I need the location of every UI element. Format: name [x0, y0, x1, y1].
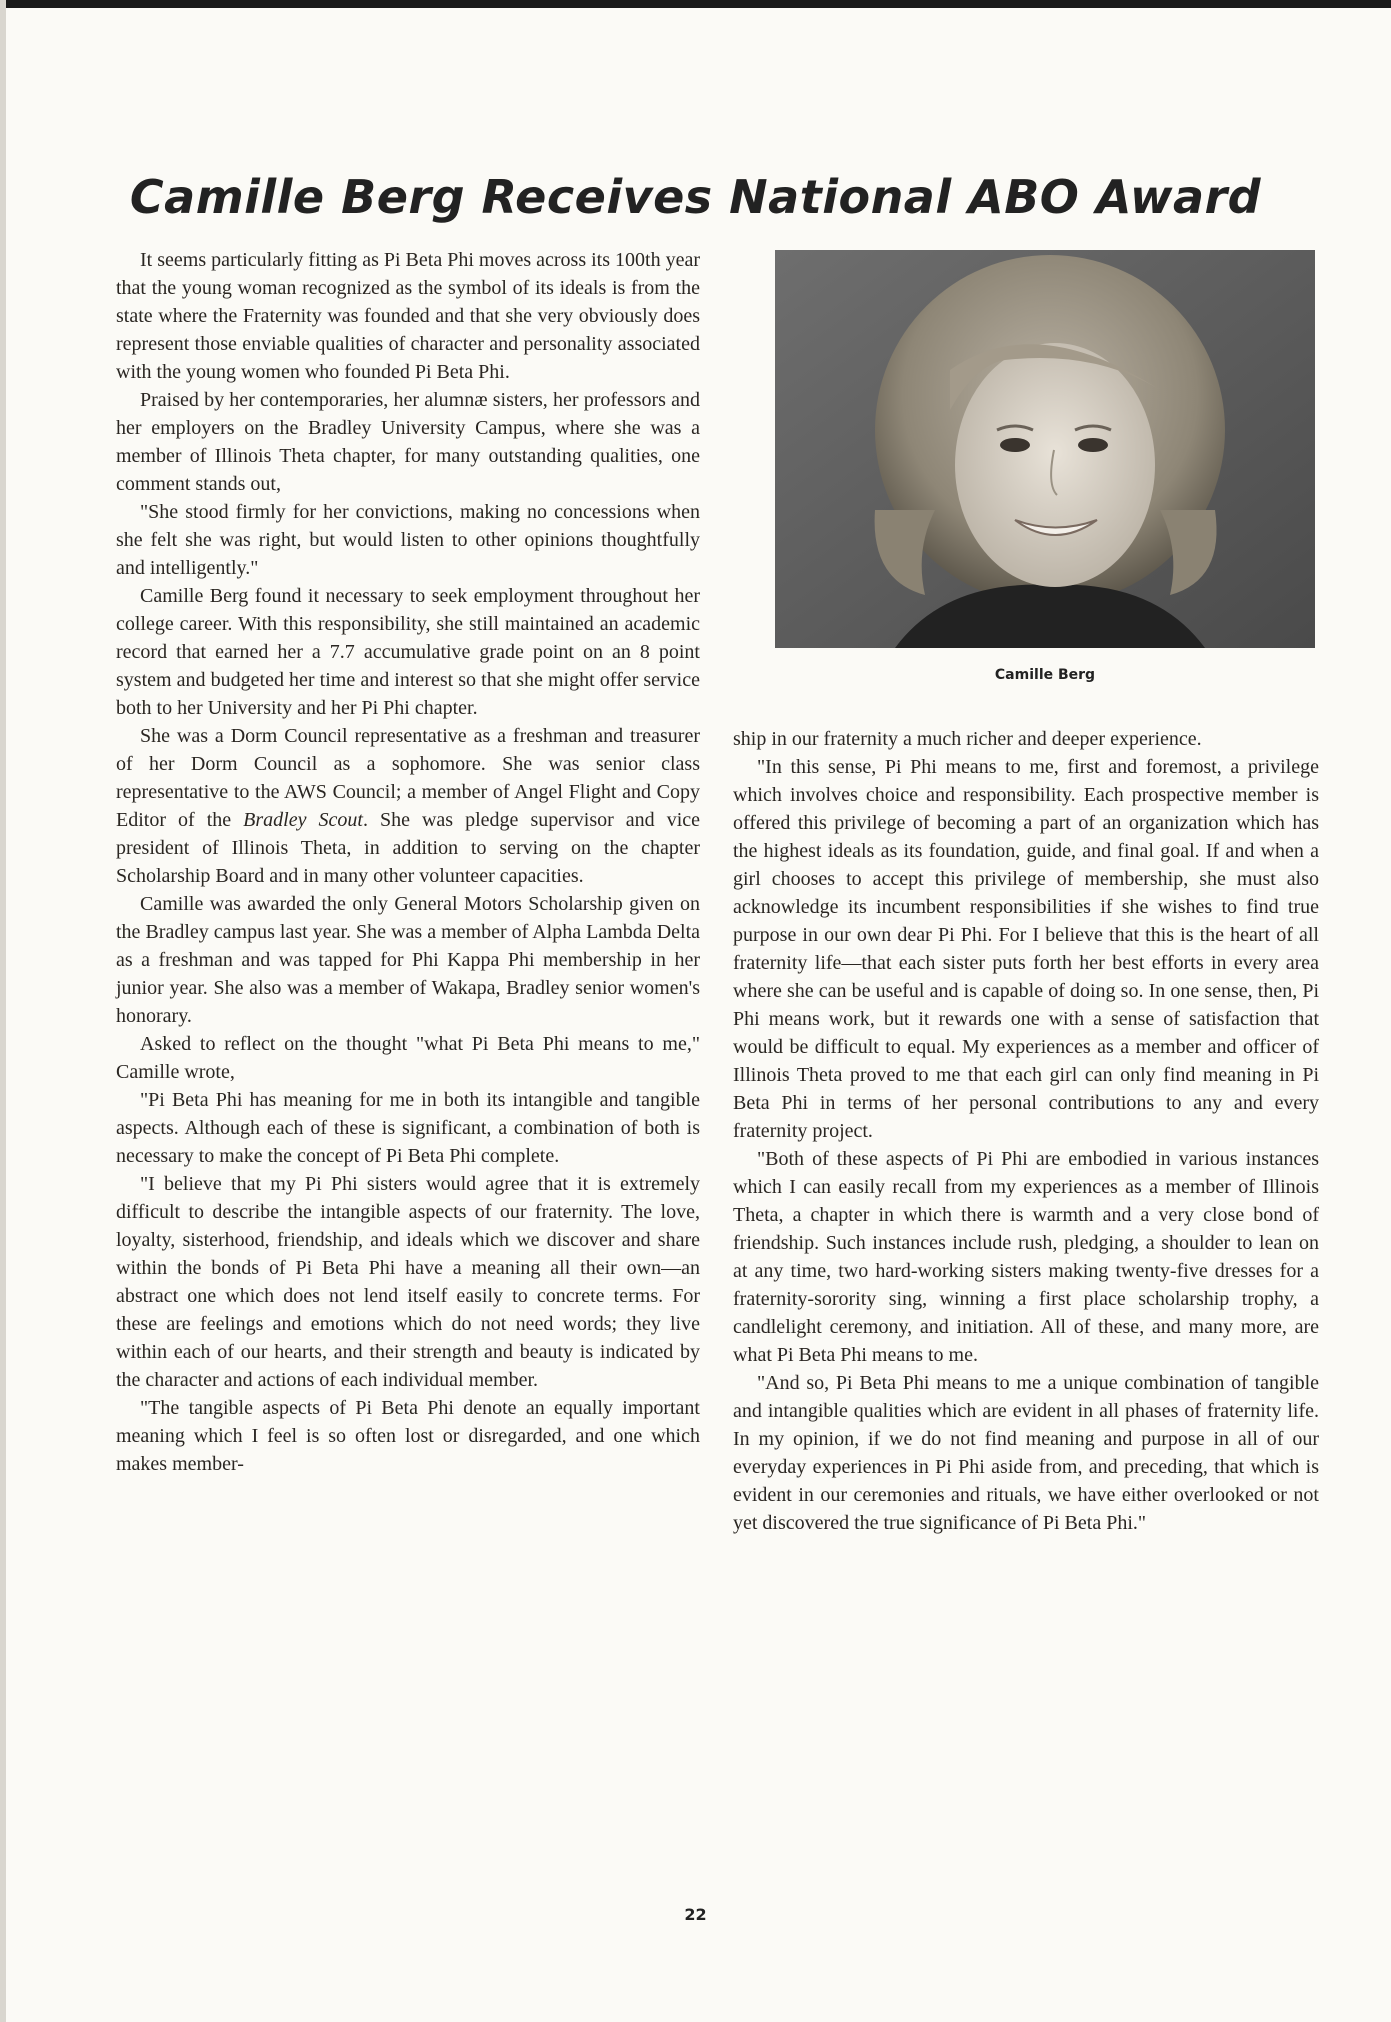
text-run: She was a Dorm Council representative as a freshman and treasurer of her Dorm Council as a sophomore. She was senior class representative to the AWS Council; a member of Angel Flight and Copy Editor of the — [116, 725, 700, 831]
quote-paragraph: "Pi Beta Phi has meaning for me in both its intangible and tangible aspects. Although each of these is significant, a combination of both is necessary to make the concept of Pi Beta Phi complete. — [116, 1089, 700, 1167]
quote-paragraph: "I believe that my Pi Phi sisters would agree that it is extremely difficult to describe the intangible aspects of our fraternity. The love, loyalty, sisterhood, friendship, and ideals which we discover and share within the bonds of Pi Beta Phi have a meaning all their own—an abstract one which does not lend itself easily to concrete terms. For these are feelings and emotions which do not need words; they live within each of our hearts, and their strength and beauty is indicated by the character and actions of each individual member. — [116, 1173, 700, 1391]
quote-paragraph: "The tangible aspects of Pi Beta Phi denote an equally important meaning which I feel is so often lost or disregarded, and one which makes member- — [116, 1397, 700, 1475]
quote-paragraph: "She stood firmly for her convictions, making no concessions when she felt she was right, but would listen to other opinions thoughtfully and intelligently." — [116, 501, 700, 579]
paragraph: Camille was awarded the only General Motors Scholarship given on the Bradley campus last year. She was a member of Alpha Lambda Delta as a freshman and was tapped for Phi Kappa Phi membership in her junior year. She also was a member of Wakapa, Bradley senior women's honorary. — [116, 893, 700, 1027]
photo-caption: Camille Berg — [994, 667, 1096, 683]
page-number: 22 — [684, 1905, 707, 1924]
quote-paragraph: "In this sense, Pi Phi means to me, first and foremost, a privilege which involves choice and responsibility. Each prospective member is offered this privilege of becoming a part of an organization which has the highest ideals as its foundation, guide, and final goal. If and when a girl chooses to accept this privilege of membership, she must also acknowledge its incumbent responsibilities if she wishes to find true purpose in our own dear Pi Phi. For I believe that this is the heart of all fraternity life—that each sister puts forth her best efforts in every area where she can be useful and is capable of doing so. In one sense, then, Pi Phi means work, but it rewards one with a sense of satisfaction that would be difficult to equal. My experiences as a member and officer of Illinois Theta proved to me that each girl can only find meaning in Pi Beta Phi in terms of her personal contributions to any and every fraternity project. — [733, 756, 1319, 1142]
publication-name: Bradley Scout — [243, 809, 363, 831]
paragraph: Camille Berg found it necessary to seek employment throughout her college career. With this responsibility, she still maintained an academic record that earned her a 7.7 accumulative grade point on an 8 point system and budgeted her time and interest so that she might offer service both to her University and her Pi Phi chapter. — [116, 585, 700, 719]
left-page-edge — [0, 0, 6, 2022]
right-column — [733, 725, 1319, 1537]
paragraph: It seems particularly fitting as Pi Beta Phi moves across its 100th year that the young woman recognized as the symbol of its ideals is from the state where the Fraternity was founded and that she very obviously does represent those enviable qualities of character and personality associated with the young women who founded Pi Beta Phi. — [116, 249, 700, 383]
top-border — [0, 0, 1391, 8]
article-title: Camille Berg Receives National ABO Award — [129, 170, 1262, 224]
portrait-illustration — [775, 250, 1315, 648]
quote-paragraph: "Both of these aspects of Pi Phi are embodied in various instances which I can easily recall from my experiences as a member of Illinois Theta, a chapter in which there is warmth and a very close bond of friendship. Such instances include rush, pledging, a shoulder to lean on at any time, two hard-working sisters making twenty-five dresses for a fraternity-sorority sing, winning a first place scholarship trophy, a candlelight ceremony, and initiation. All of these, and many more, are what Pi Beta Phi means to me. — [733, 1148, 1319, 1366]
quote-paragraph: "And so, Pi Beta Phi means to me a unique combination of tangible and intangible qualities which are evident in all phases of fraternity life. In my opinion, if we do not find meaning and purpose in all of our everyday experiences in Pi Phi aside from, and preceding, that which is evident in our ceremonies and rituals, we have either overlooked or not yet discovered the true significance of Pi Beta Phi." — [733, 1372, 1319, 1534]
paragraph — [116, 722, 700, 890]
paragraph: Asked to reflect on the thought "what Pi Beta Phi means to me," Camille wrote, — [116, 1033, 700, 1083]
paragraph: Praised by her contemporaries, her alumnæ sisters, her professors and her employers on the Bradley University Campus, where she was a member of Illinois Theta chapter, for many outstanding qualities, one comment stands out, — [116, 389, 700, 495]
paragraph: ship in our fraternity a much richer and deeper experience. — [733, 728, 1202, 750]
portrait-photo — [775, 250, 1315, 648]
text-run: . She was pledge supervisor and vice president of Illinois Theta, in addition to serving on the chapter Scholarship Board and in many other volunteer capacities. — [116, 809, 700, 887]
left-column — [116, 246, 700, 1478]
